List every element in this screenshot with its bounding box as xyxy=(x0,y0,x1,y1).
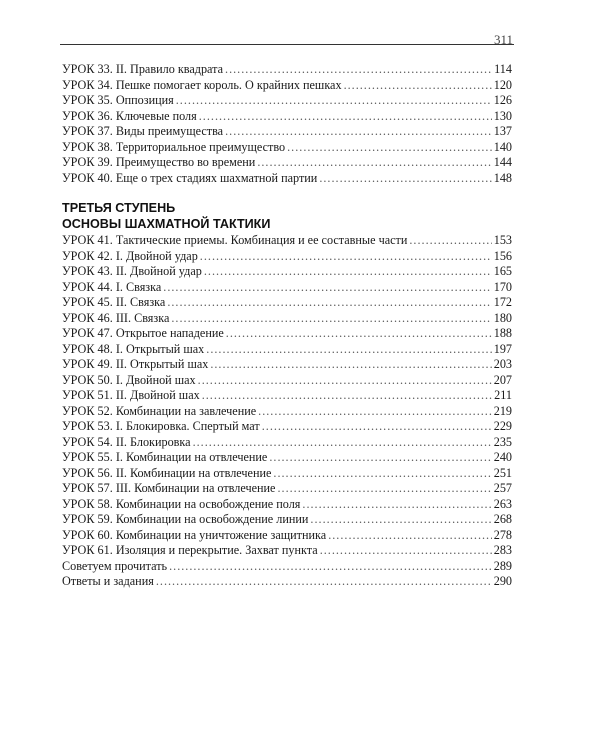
toc-entry-page: 235 xyxy=(493,434,512,449)
toc-entry xyxy=(62,419,512,435)
toc-entry-title: УРОК 50. I. Двойной шах xyxy=(62,372,196,387)
toc-entry xyxy=(62,62,512,78)
dot-leader xyxy=(200,249,492,265)
toc-entry-title: УРОК 55. I. Комбинации на отвлечение xyxy=(62,450,268,464)
dot-leader xyxy=(206,342,491,358)
toc-entry-page: 140 xyxy=(493,139,512,154)
dot-leader xyxy=(287,140,492,156)
toc-entry-title: УРОК 56. II. Комбинации на отвлечение xyxy=(62,465,272,480)
toc-list-part2 xyxy=(62,233,512,590)
toc-entry-page: 207 xyxy=(493,372,512,387)
toc-entry-title: Советуем прочитать xyxy=(62,558,168,573)
toc-entry-page: 144 xyxy=(493,155,512,169)
toc-entry-page: 278 xyxy=(493,527,512,542)
toc-entry-title: УРОК 45. II. Связка xyxy=(62,295,166,309)
dot-leader xyxy=(167,295,491,311)
header-rule xyxy=(60,44,514,45)
toc-entry xyxy=(62,233,512,249)
dot-leader xyxy=(262,419,492,435)
toc-entry xyxy=(62,249,512,265)
toc-entry-page: 251 xyxy=(493,465,512,480)
toc-entry-title: УРОК 36. Ключевые поля xyxy=(62,108,197,123)
dot-leader xyxy=(277,481,491,497)
toc-entry-page: 137 xyxy=(493,124,512,138)
toc-entry-title: УРОК 49. II. Открытый шах xyxy=(62,357,209,371)
toc-entry xyxy=(62,497,512,513)
toc-entry xyxy=(62,373,512,389)
dot-leader xyxy=(193,435,492,451)
page-number: 311 xyxy=(493,32,513,47)
toc-entry xyxy=(62,528,512,544)
toc-entry-page: 148 xyxy=(493,170,512,185)
toc-entry-page: 156 xyxy=(493,248,512,263)
toc-entry-title: УРОК 53. I. Блокировка. Спертый мат xyxy=(62,419,260,433)
toc-entry xyxy=(62,435,512,451)
toc-entry-page: 240 xyxy=(493,450,512,464)
toc-entry xyxy=(62,342,512,358)
toc-entry-title: УРОК 38. Территориальное преимущество xyxy=(62,139,286,154)
toc-entry xyxy=(62,388,512,404)
toc-entry-page: 126 xyxy=(493,93,512,107)
toc-entry-page: 170 xyxy=(493,279,512,294)
dot-leader xyxy=(171,311,491,327)
toc-entry-page: 211 xyxy=(494,388,512,402)
toc-entry-title: УРОК 58. Комбинации на освобождение поля xyxy=(62,496,301,511)
toc-entry-page: 219 xyxy=(493,403,512,418)
toc-entry-title: УРОК 51. II. Двойной шах xyxy=(62,388,200,402)
toc-entry-title: УРОК 46. III. Связка xyxy=(62,310,170,325)
dot-leader xyxy=(328,528,492,544)
toc-entry xyxy=(62,109,512,125)
dot-leader xyxy=(273,466,491,482)
section-heading xyxy=(62,200,270,232)
toc-entry xyxy=(62,574,512,590)
toc-entry xyxy=(62,404,512,420)
toc-entry xyxy=(62,311,512,327)
toc-entry-page: 283 xyxy=(493,543,512,557)
toc-entry-title: УРОК 48. I. Открытый шах xyxy=(62,341,205,356)
dot-leader xyxy=(163,280,491,296)
dot-leader xyxy=(169,559,492,575)
toc-entry xyxy=(62,264,512,280)
dot-leader xyxy=(225,62,492,78)
dot-leader xyxy=(176,93,492,109)
toc-entry-page: 289 xyxy=(493,558,512,573)
dot-leader xyxy=(302,497,491,513)
toc-entry-title: УРОК 60. Комбинации на уничтожение защитника xyxy=(62,527,327,542)
toc-entry xyxy=(62,93,512,109)
toc-entry-page: 172 xyxy=(493,295,512,309)
toc-entry-title: УРОК 33. II. Правило квадрата xyxy=(62,62,224,76)
toc-entry-page: 188 xyxy=(493,326,512,340)
toc-entry-page: 114 xyxy=(494,62,512,76)
toc-entry-page: 290 xyxy=(493,574,512,588)
toc-entry-title: УРОК 59. Комбинации на освобождение линии xyxy=(62,512,309,526)
toc-entry-title: Ответы и задания xyxy=(62,574,154,588)
toc-entry-page: 165 xyxy=(493,264,512,278)
toc-list-part1 xyxy=(62,62,512,186)
section-heading-line2: ОСНОВЫ ШАХМАТНОЙ ТАКТИКИ xyxy=(62,217,271,231)
toc-entry xyxy=(62,466,512,482)
toc-entry xyxy=(62,295,512,311)
toc-entry-title: УРОК 47. Открытое нападение xyxy=(62,326,224,340)
section-heading-line1: ТРЕТЬЯ СТУПЕНЬ xyxy=(62,201,176,215)
dot-leader xyxy=(198,373,492,389)
toc-entry-title: УРОК 57. III. Комбинации на отвлечение xyxy=(62,481,276,495)
toc-entry xyxy=(62,543,512,559)
toc-entry-page: 263 xyxy=(493,496,512,511)
toc-entry-page: 120 xyxy=(493,77,512,92)
dot-leader xyxy=(226,326,492,342)
dot-leader xyxy=(409,233,491,249)
toc-entry xyxy=(62,155,512,171)
toc-entry-title: УРОК 43. II. Двойной удар xyxy=(62,264,202,278)
toc-entry-page: 153 xyxy=(493,233,512,247)
toc-entry-page: 257 xyxy=(493,481,512,495)
toc-entry-title: УРОК 37. Виды преимущества xyxy=(62,124,224,138)
toc-entry xyxy=(62,326,512,342)
dot-leader xyxy=(225,124,492,140)
toc-entry-title: УРОК 44. I. Связка xyxy=(62,279,162,294)
dot-leader xyxy=(257,155,491,171)
dot-leader xyxy=(210,357,491,373)
toc-entry-page: 180 xyxy=(493,310,512,325)
toc-entry-page: 203 xyxy=(493,357,512,371)
toc-entry xyxy=(62,450,512,466)
toc-entry-page: 268 xyxy=(493,512,512,526)
toc-entry xyxy=(62,78,512,94)
toc-entry-title: УРОК 39. Преимущество во времени xyxy=(62,155,256,169)
dot-leader xyxy=(258,404,492,420)
dot-leader xyxy=(310,512,491,528)
toc-entry xyxy=(62,124,512,140)
toc-entry-page: 197 xyxy=(493,341,512,356)
toc-entry xyxy=(62,481,512,497)
dot-leader xyxy=(156,574,492,590)
toc-entry-page: 130 xyxy=(493,108,512,123)
dot-leader xyxy=(269,450,491,466)
toc-entry-page: 229 xyxy=(493,419,512,433)
dot-leader xyxy=(320,543,492,559)
dot-leader xyxy=(319,171,491,187)
toc-entry xyxy=(62,512,512,528)
dot-leader xyxy=(199,109,492,125)
toc-entry-title: УРОК 61. Изоляция и перекрытие. Захват пункта xyxy=(62,543,318,557)
toc-entry xyxy=(62,280,512,296)
toc-entry-title: УРОК 52. Комбинации на завлечение xyxy=(62,403,257,418)
toc-entry xyxy=(62,559,512,575)
toc-entry-title: УРОК 34. Пешке помогает король. О крайних пешках xyxy=(62,77,342,92)
dot-leader xyxy=(204,264,492,280)
dot-leader xyxy=(344,78,492,94)
toc-entry-title: УРОК 40. Еще о трех стадиях шахматной партии xyxy=(62,170,318,185)
toc-entry xyxy=(62,171,512,187)
toc-entry-title: УРОК 41. Тактические приемы. Комбинация и ее составные части xyxy=(62,233,408,247)
toc-entry-title: УРОК 42. I. Двойной удар xyxy=(62,248,198,263)
toc-entry xyxy=(62,357,512,373)
dot-leader xyxy=(202,388,492,404)
toc-entry xyxy=(62,140,512,156)
toc-entry-title: УРОК 54. II. Блокировка xyxy=(62,434,191,449)
toc-entry-title: УРОК 35. Оппозиция xyxy=(62,93,174,107)
